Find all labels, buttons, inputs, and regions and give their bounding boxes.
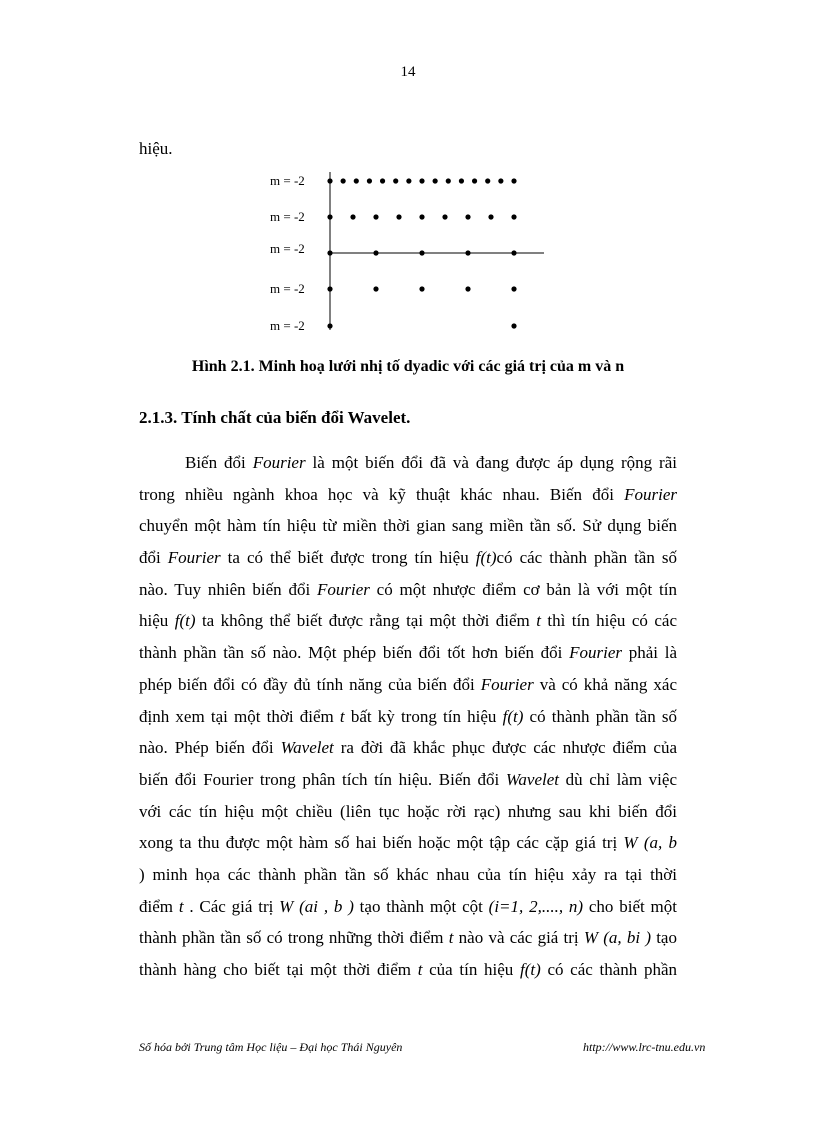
- body-line: nào. Tuy nhiên biến đổi Fourier có một nhược điểm cơ bản là với một tín: [139, 579, 677, 599]
- grid-dot: [327, 178, 332, 183]
- body-line: ) minh họa các thành phần tần số khác nhau của tín hiệu xảy ra tại thời: [139, 864, 677, 884]
- grid-dot: [465, 214, 470, 219]
- grid-dot: [511, 178, 516, 183]
- row-label-1: m = -2: [270, 173, 305, 188]
- grid-dot: [511, 250, 516, 255]
- footer-url: http://www.lrc-tnu.edu.vn: [583, 1040, 706, 1054]
- grid-dot: [419, 250, 424, 255]
- section-heading: 2.1.3. Tính chất của biến đổi Wavelet.: [139, 408, 411, 427]
- grid-dot: [396, 214, 401, 219]
- intro-fragment: hiệu.: [139, 139, 173, 158]
- grid-dot: [511, 214, 516, 219]
- body-line: trong nhiều ngành khoa học và kỹ thuật khác nhau. Biến đổi Fourier: [139, 484, 677, 504]
- body-line: xong ta thu được một hàm số hai biến hoặc một tập các cặp giá trị W (a, b: [139, 833, 677, 853]
- body-line: thành phần tần số nào. Một phép biến đổi tốt hơn biến đổi Fourier phải là: [139, 643, 677, 663]
- grid-dot: [433, 178, 438, 183]
- grid-dot: [446, 178, 451, 183]
- grid-dot: [406, 178, 411, 183]
- grid-dot: [341, 178, 346, 183]
- dyadic-grid-figure: [250, 160, 550, 340]
- body-line: hiệu f(t) ta không thể biết được rằng tại một thời điểm t thì tín hiệu có các: [139, 611, 677, 631]
- body-line: chuyển một hàm tín hiệu từ miền thời gian sang miền tần số. Sử dụng biến: [139, 516, 677, 536]
- body-line: thành hàng cho biết tại một thời điểm t của tín hiệu f(t) có các thành phần: [139, 960, 677, 979]
- grid-dot: [354, 178, 359, 183]
- grid-dot: [442, 214, 447, 219]
- grid-dot: [488, 214, 493, 219]
- row-label-3: m = -2: [270, 241, 305, 256]
- row-label-2: m = -2: [270, 209, 305, 224]
- body-line: điểm t . Các giá trị W (ai , b ) tạo thành một cột (i=1, 2,...., n) cho biết một: [139, 896, 677, 916]
- grid-dot: [465, 250, 470, 255]
- grid-dot: [327, 250, 332, 255]
- grid-dot: [327, 214, 332, 219]
- grid-dot: [380, 178, 385, 183]
- grid-dot: [393, 178, 398, 183]
- grid-dot: [472, 178, 477, 183]
- body-text: [139, 447, 677, 986]
- row-label-4: m = -2: [270, 281, 305, 296]
- grid-dot: [327, 286, 332, 291]
- figure-caption: Hình 2.1. Minh hoạ lưới nhị tố dyadic với các giá trị của m và n: [191, 358, 625, 375]
- grid-dot: [419, 286, 424, 291]
- body-line: đổi Fourier ta có thể biết được trong tín hiệu f(t)có các thành phần tần số: [139, 548, 677, 568]
- body-line: định xem tại một thời điểm t bất kỳ trong tín hiệu f(t) có thành phần tần số: [139, 706, 678, 726]
- page-number: 14: [400, 64, 416, 80]
- grid-dot: [419, 178, 424, 183]
- grid-dot: [350, 214, 355, 219]
- grid-dot: [459, 178, 464, 183]
- body-line: thành phần tần số có trong những thời điểm t nào và các giá trị W (a, bi ) tạo: [139, 928, 677, 948]
- body-line: với các tín hiệu một chiều (liên tục hoặc rời rạc) nhưng sau khi biến đổi: [139, 801, 677, 821]
- row-label-5: m = -2: [270, 318, 305, 333]
- grid-dot: [367, 178, 372, 183]
- grid-dot: [465, 286, 470, 291]
- body-line: phép biến đổi có đầy đủ tính năng của biến đổi Fourier và có khả năng xác: [139, 674, 677, 694]
- grid-dot: [373, 286, 378, 291]
- body-line: biến đổi Fourier trong phân tích tín hiệu. Biến đổi Wavelet dù chỉ làm việc: [139, 769, 677, 789]
- grid-dot: [511, 323, 516, 328]
- grid-dot: [485, 178, 490, 183]
- body-line: nào. Phép biến đổi Wavelet ra đời đã khắc phục được các nhược điểm của: [139, 738, 677, 758]
- grid-dot: [373, 214, 378, 219]
- grid-dot: [498, 178, 503, 183]
- grid-dot: [327, 323, 332, 328]
- grid-dot: [419, 214, 424, 219]
- footer-source: Số hóa bởi Trung tâm Học liệu – Đại học Thái Nguyên: [139, 1040, 403, 1054]
- body-line: Biến đổi Fourier là một biến đổi đã và đang được áp dụng rộng rãi: [185, 453, 677, 472]
- grid-dot: [373, 250, 378, 255]
- grid-dot: [511, 286, 516, 291]
